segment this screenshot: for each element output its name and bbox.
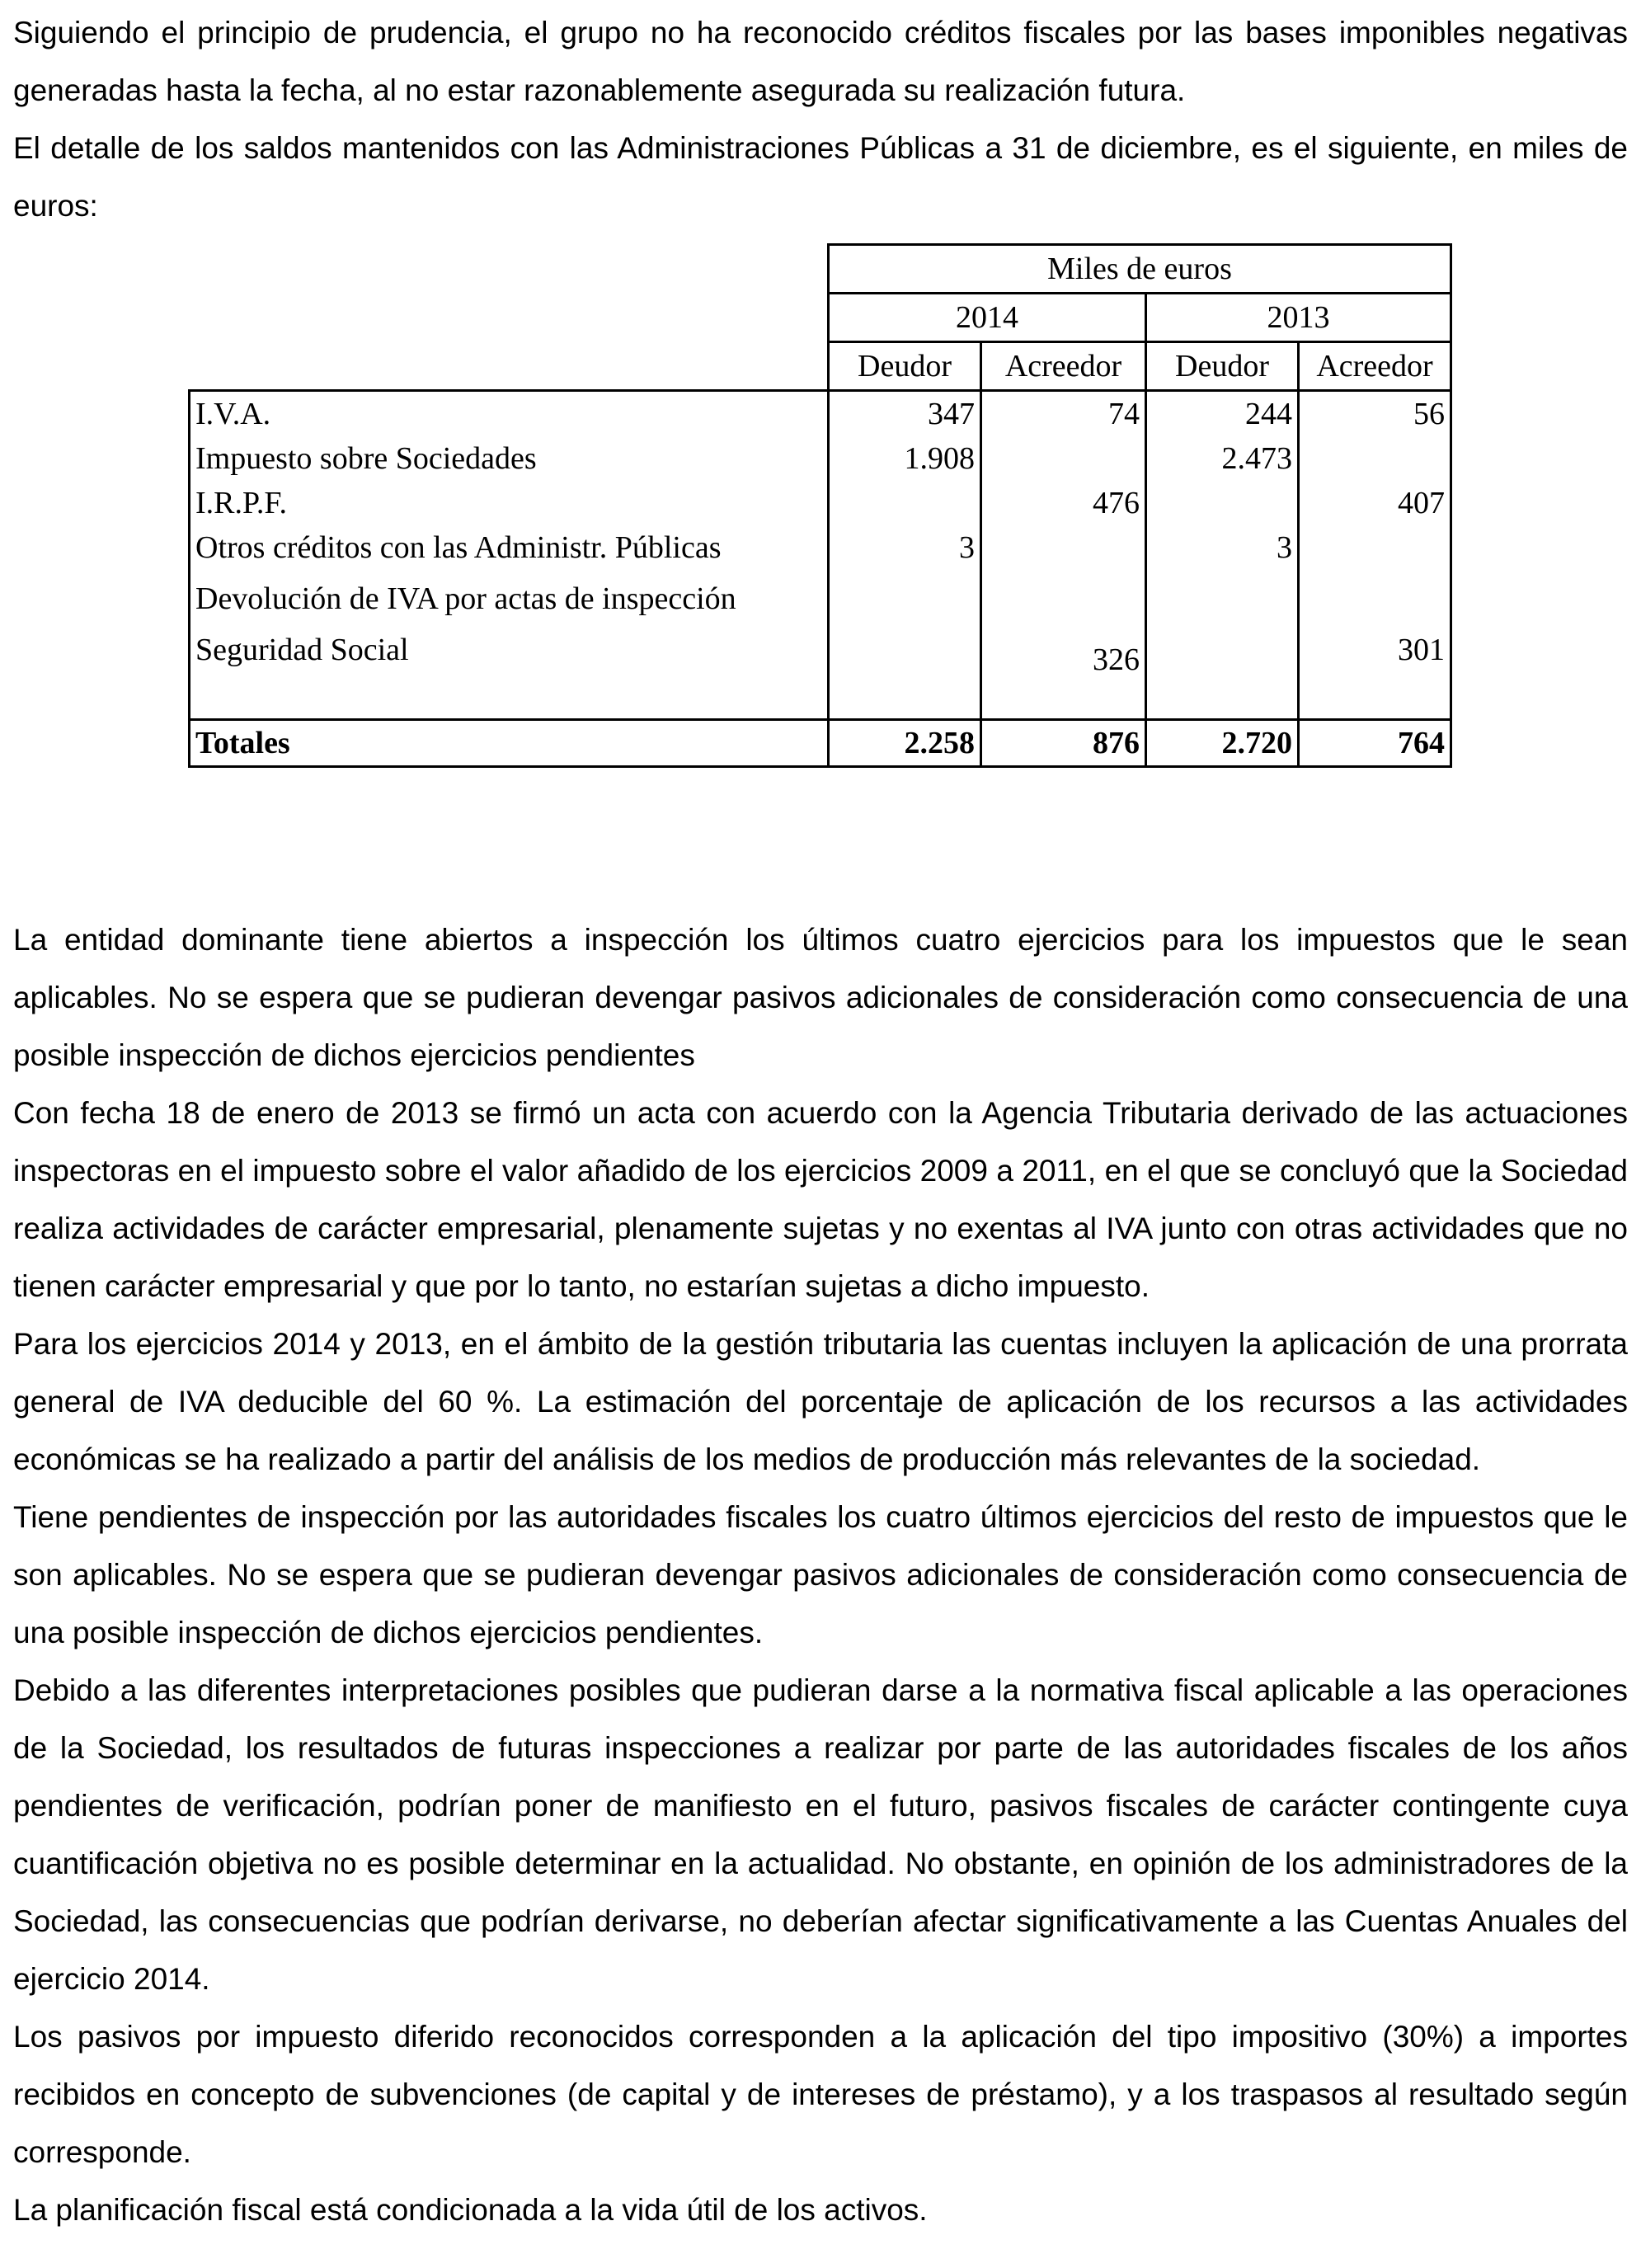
col-header-deudor: Deudor [829,342,981,391]
cell-value [829,481,981,525]
paragraph-tax-agreement: Con fecha 18 de enero de 2013 se firmó un acta con acuerdo con la Agencia Tributaria derivado de las actuaciones inspectoras en el impuesto sobre el valor añadido de los ejercicios 2009 a 2011, en el que se concluyó que la Sociedad realiza actividades de carácter empresarial, plenamente sujetas y no exentas al IVA junto con otras actividades que no tienen carácter empresarial y que por lo tanto, no estarían sujetas a dicho impuesto. [13,1096,1628,1303]
cell-value: 326 [981,628,1146,720]
cell-value: 3 [829,525,981,570]
row-label: Devolución de IVA por actas de inspección [190,570,829,628]
cell-value: 56 [1299,391,1451,437]
cell-value: 244 [1146,391,1299,437]
cell-value: 476 [981,481,1146,525]
cell-value [1146,628,1299,720]
table-row [190,628,1451,720]
col-header-deudor: Deudor [1146,342,1299,391]
totals-row [190,720,1451,767]
col-header-acreedor: Acreedor [981,342,1146,391]
row-label: Seguridad Social [190,628,829,720]
cell-value [1146,481,1299,525]
year-header-2014: 2014 [829,294,1146,342]
cell-value: 301 [1299,628,1451,720]
paragraph-deferred-tax: Los pasivos por impuesto diferido reconocidos corresponden a la aplicación del tipo impositivo (30%) a importes recibidos en concepto de subvenciones (de capital y de intereses de préstamo), y a los traspasos al resultado según corresponde. [13,2020,1628,2169]
table-container [13,243,1628,911]
cell-value: 2.473 [1146,436,1299,481]
table-corner [190,245,829,294]
cell-value: 347 [829,391,981,437]
table-row [190,525,1451,570]
cell-value: 74 [981,391,1146,437]
table-row [190,436,1451,481]
table-row [190,570,1451,628]
cell-value [981,436,1146,481]
cell-value: 407 [1299,481,1451,525]
paragraph-table-intro: El detalle de los saldos mantenidos con las Administraciones Públicas a 31 de diciembre, es el siguiente, en miles de euros: [13,131,1628,223]
totals-label: Totales [190,720,829,767]
year-header-2013: 2013 [1146,294,1451,342]
paragraph-open-inspection: La entidad dominante tiene abiertos a inspección los últimos cuatro ejercicios para los impuestos que le sean aplicables. No se espera que se pudieran devengar pasivos adicionales de consideración como consecuencia de una posible inspección de dichos ejercicios pendientes [13,923,1628,1072]
cell-value [1299,436,1451,481]
paragraph-contingent-liabilities: Debido a las diferentes interpretaciones posibles que pudieran darse a la normativa fiscal aplicable a las operaciones de la Sociedad, los resultados de futuras inspecciones a realizar por parte de las autoridades fiscales de los años pendientes de verificación, podrían poner de manifiesto en el futuro, pasivos fiscales de carácter contingente cuya cuantificación objetiva no es posible determinar en la actualidad. No obstante, en opinión de los administradores de la Sociedad, las consecuencias que podrían derivarse, no deberían afectar significativamente a las Cuentas Anuales del ejercicio 2014. [13,1673,1628,1996]
paragraph-tax-planning: La planificación fiscal está condicionada a la vida útil de los activos. [13,2193,928,2227]
table-corner [190,342,829,391]
total-value: 2.258 [829,720,981,767]
cell-value [829,628,981,720]
total-value: 2.720 [1146,720,1299,767]
cell-value [1299,525,1451,570]
cell-value [981,525,1146,570]
table-corner [190,294,829,342]
total-value: 876 [981,720,1146,767]
total-value: 764 [1299,720,1451,767]
paragraph-vat-prorate: Para los ejercicios 2014 y 2013, en el ámbito de la gestión tributaria las cuentas incluyen la aplicación de una prorrata general de IVA deducible del 60 %. La estimación del porcentaje de aplicación de los recursos a las actividades económicas se ha realizado a partir del análisis de los medios de producción más relevantes de la sociedad. [13,1327,1628,1476]
col-header-acreedor: Acreedor [1299,342,1451,391]
row-label: I.V.A. [190,391,829,437]
unit-header: Miles de euros [829,245,1451,294]
cell-value [981,570,1146,628]
row-label: Otros créditos con las Administr. Públicas [190,525,829,570]
row-label: I.R.P.F. [190,481,829,525]
table-row [190,391,1451,437]
table-row [190,481,1451,525]
paragraph-prudence: Siguiendo el principio de prudencia, el grupo no ha reconocido créditos fiscales por las bases imponibles negativas generadas hasta la fecha, al no estar razonablemente asegurada su realización futura. [13,16,1628,107]
cell-value [1146,570,1299,628]
paragraph-pending-inspection: Tiene pendientes de inspección por las autoridades fiscales los cuatro últimos ejercicios del resto de impuestos que le son aplicables. No se espera que se pudieran devengar pasivos adicionales de consideración como consecuencia de una posible inspección de dichos ejercicios pendientes. [13,1500,1628,1649]
row-label: Impuesto sobre Sociedades [190,436,829,481]
cell-value: 1.908 [829,436,981,481]
balances-table [188,243,1452,768]
cell-value [829,570,981,628]
cell-value: 3 [1146,525,1299,570]
cell-value [1299,570,1451,628]
document-page [13,0,1628,2239]
